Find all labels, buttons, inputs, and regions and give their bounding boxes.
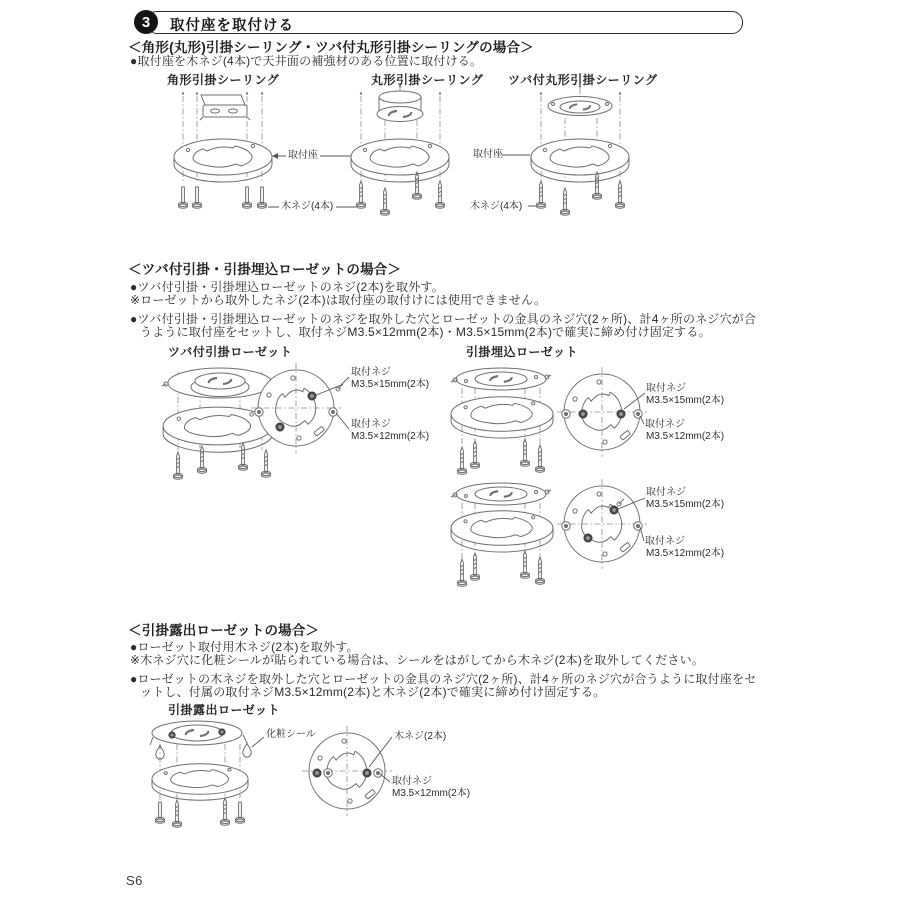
label-screw-title-L1: 取付ネジ (351, 367, 391, 378)
label-screw-title-RB1: 取付ネジ (646, 487, 686, 498)
step-number-badge: 3 (134, 10, 158, 34)
caption-embedded-rosette: 引掛埋込ローゼット (466, 345, 579, 359)
label-screw15-RA: M3.5×15mm(2本) (646, 395, 725, 406)
section3-bullet2-line2: ットし、付属の取付ネジM3.5×12mm(2本)と木ネジ(2本)で確実に締め付け固定する。 (140, 685, 606, 699)
section2-note: ※ローゼットから取外したネジ(2本)は取付座の取付けには使用できません。 (130, 293, 547, 307)
label-decorative-seal: 化粧シール (266, 729, 316, 740)
section2-heading: ＜ツバ付引掛・引掛埋込ローゼットの場合＞ (128, 262, 402, 277)
page-title: 取付座を取付ける (170, 18, 294, 34)
label-mounting-base-1: 取付座 (288, 150, 318, 161)
label-screw12-RB: M3.5×12mm(2本) (646, 548, 725, 559)
section3-bullet2-line1: ●ローゼットの木ネジを取外した穴とローゼットの金具のネジ穴(2ヶ所)、計4ヶ所のネジ穴が合うように取付座をセ (130, 672, 757, 686)
label-screw15-L: M3.5×15mm(2本) (351, 379, 430, 390)
label-screw-title-RA2: 取付ネジ (645, 419, 685, 430)
section3-heading: ＜引掛露出ローゼットの場合＞ (128, 623, 320, 638)
section1-heading: ＜角形(丸形)引掛シーリング・ツバ付丸形引掛シーリングの場合＞ (128, 40, 534, 55)
caption-flanged-rosette: ツバ付引掛ローゼット (168, 345, 293, 359)
page-number: S6 (126, 873, 143, 888)
label-screw-title-RB2: 取付ネジ (645, 536, 685, 547)
label-wood-screws2: 木ネジ(2本) (394, 731, 447, 742)
caption-square-ceiling: 角形引掛シーリング (167, 73, 280, 87)
section2-bullet1: ●ツバ付引掛・引掛埋込ローゼットのネジ(2本)を取外す。 (130, 280, 444, 294)
label-screw12-S3: M3.5×12mm(2本) (392, 788, 471, 799)
label-mounting-base-2: 取付座 (473, 149, 503, 160)
caption-exposed-rosette: 引掛露出ローゼット (168, 703, 281, 717)
label-wood-screws-2: 木ネジ(4本) (470, 201, 523, 212)
caption-flanged-ceiling: ツバ付丸形引掛シーリング (508, 73, 658, 87)
section3-bullet1: ●ローゼット取付用木ネジ(2本)を取外す。 (130, 640, 359, 654)
label-screw12-L: M3.5×12mm(2本) (351, 431, 430, 442)
caption-round-ceiling: 丸形引掛シーリング (371, 73, 484, 87)
section2-bullet2-line2: うように取付座をセットし、取付ネジM3.5×12mm(2本)・M3.5×15mm(2本)で確実に締め付け固定する。 (140, 325, 711, 339)
label-screw-title-L2: 取付ネジ (351, 419, 391, 430)
section1-bullet1: ●取付座を木ネジ(4本)で天井面の補強材のある位置に取付ける。 (130, 54, 483, 68)
label-screw-title-RA1: 取付ネジ (646, 383, 686, 394)
label-screw12-RA: M3.5×12mm(2本) (646, 431, 725, 442)
label-wood-screws-1: 木ネジ(4本) (281, 201, 334, 212)
section2-bullet2-line1: ●ツバ付引掛・引掛埋込ローゼットのネジを取外した穴とローゼットの金具のネジ穴(2ヶ所)、計4ヶ所のネジ穴が合 (130, 312, 757, 326)
label-screw15-RB: M3.5×15mm(2本) (646, 499, 725, 510)
section3-note: ※木ネジ穴に化粧シールが貼られている場合は、シールをはがしてから木ネジ(2本)を取外してください。 (130, 653, 705, 667)
label-screw-title-S3: 取付ネジ (392, 776, 432, 787)
